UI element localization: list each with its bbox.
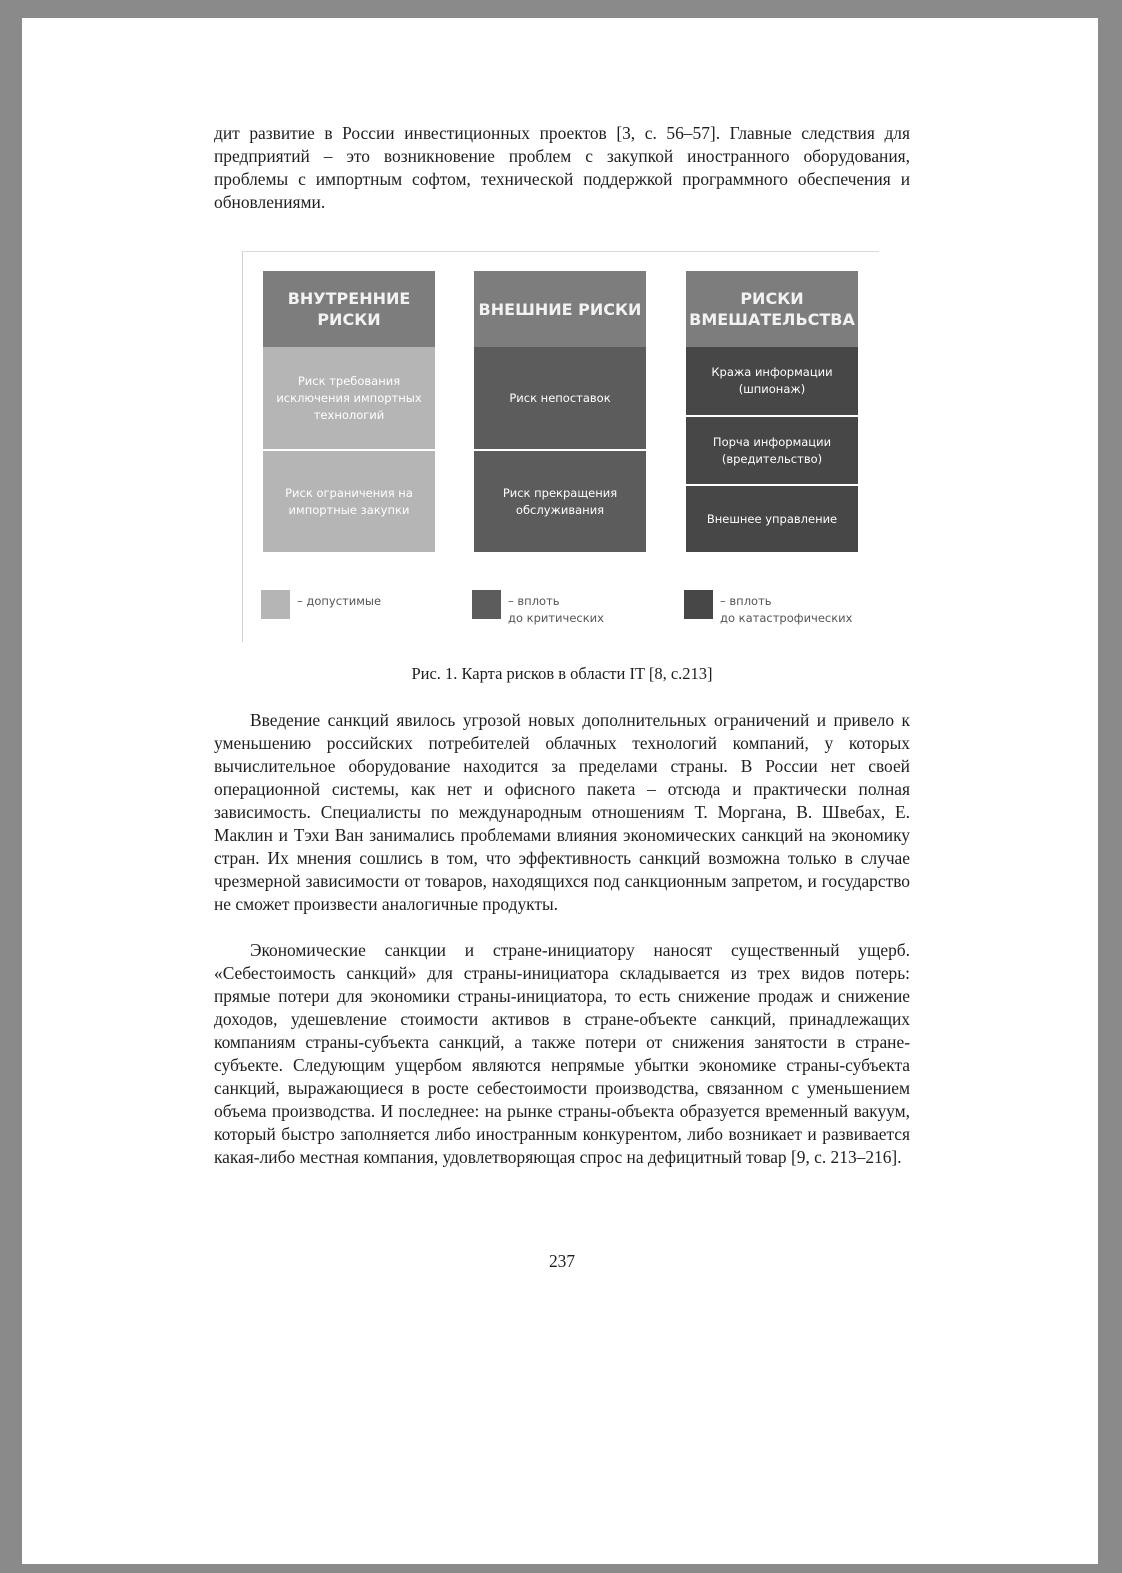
paragraph-sanctions: Введение санкций явилось угрозой новых дополнительных ограничений и привело к уменьшению российских потребителей облачных технологий компаний, у которых вычислительное оборудование находится за пределами страны. В России нет своей операционной системы, как нет и офисного пакета – отсюда и практически полная зависимость. Специалисты по международным отношениям Т. Моргана, В. Швебах, Е. Маклин и Тэхи Ван занимались проблемами влияния экономических санкций на экономику стран. Их мнения сошлись в том, что эффективность санкций возможна только в случае чрезмерной зависимости от товаров, находящихся под санкционным запретом, и государство не сможет произвести аналогичные продукты. — [214, 710, 910, 914]
legend-swatch — [472, 590, 501, 619]
figure-caption: Рис. 1. Карта рисков в области IT [8, с.213] — [411, 664, 713, 683]
legend-swatch — [684, 590, 713, 619]
paragraph-costs: Экономические санкции и стране-инициатору наносят существенный ущерб. «Себестоимость санкций» для страны-инициатора складывается из трех видов потерь: прямые потери для экономики страны-инициатора, то есть снижение продаж и снижение доходов, удешевление стоимости активов в стране-объекте санкций, принадлежащих компаниям страны-субъекта санкций, а также потери от снижения занятости в стране-субъекте. Следующим ущербом являются непрямые убытки экономике страны-субъекта санкций, выражающиеся в росте себестоимости производства, связанном с уменьшением объема производства. И последнее: на рынке страны-объекта образуется временный вакуум, который быстро заполняется либо иностранным конкурентом, либо возникает и развивается какая-либо местная компания, удовлетворяющая спрос на дефицитный товар [9, с. 213–216]. — [214, 940, 910, 1167]
page-number: 237 — [548, 1251, 576, 1271]
interference-risks-header: РИСКИ ВМЕШАТЕЛЬСТВА — [686, 271, 858, 347]
risk-cell: Риск прекращения обслуживания — [474, 449, 646, 552]
legend-item-catastrophic — [684, 590, 852, 627]
legend-label: – допустимые — [297, 594, 382, 608]
legend-label: – вплоть до катастрофических — [720, 594, 853, 625]
external-risks-header: ВНЕШНИЕ РИСКИ — [474, 271, 646, 347]
internal-risks-column — [263, 271, 435, 552]
interference-risks-column — [686, 271, 858, 552]
risk-cell: Риск ограничения на импортные закупки — [263, 449, 435, 552]
risk-cell: Риск требования исключения импортных технологий — [263, 347, 435, 449]
legend-item-acceptable — [261, 590, 381, 619]
legend-swatch — [261, 590, 290, 619]
external-risks-column — [474, 271, 646, 552]
risk-cell: Внешнее управление — [686, 484, 858, 552]
risk-map-figure — [242, 251, 879, 642]
internal-risks-header: ВНУТРЕННИЕ РИСКИ — [263, 271, 435, 347]
legend-item-critical — [472, 590, 604, 627]
legend-label: – вплоть до критических — [508, 594, 604, 625]
document-page — [22, 18, 1098, 1564]
paragraph-intro: дит развитие в России инвестиционных проектов [3, с. 56–57]. Главные следствия для предприятий – это возникновение проблем с закупкой иностранного оборудования, проблемы с импортным софтом, технической поддержкой программного обеспечения и обновлениями. — [214, 123, 910, 212]
risk-cell: Кража информации (шпионаж) — [686, 347, 858, 415]
risk-cell: Порча информации (вредительство) — [686, 415, 858, 484]
risk-cell: Риск непоставок — [474, 347, 646, 449]
